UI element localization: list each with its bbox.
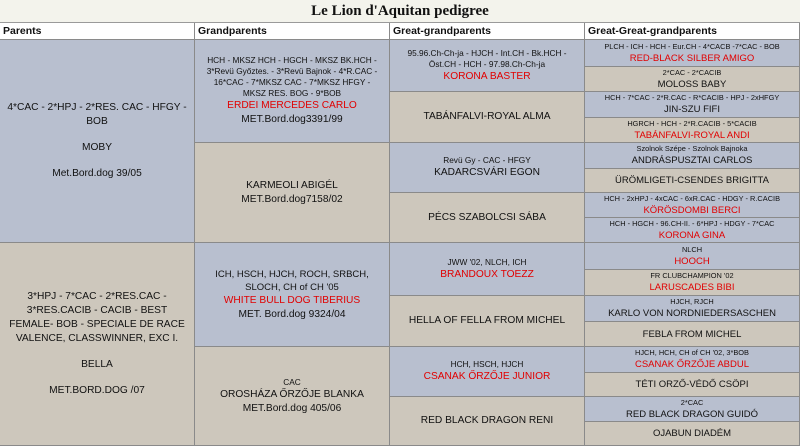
dam-gp1-g1-a-name: HOOCH <box>674 255 710 267</box>
sire-gp1-name: ERDEI MERCEDES CARLO <box>227 100 357 111</box>
sire-gp2-g1-a-titles: Szolnok Szépe - Szolnok Bajnoka <box>636 144 748 153</box>
sire-gp2-g1-b-name: ÜRÖMLIGETI-CSENDES BRIGITTA <box>615 175 769 186</box>
sire-gp1-g2-cell <box>390 92 585 143</box>
dam-gp2-g1-b-cell <box>585 373 800 397</box>
dam-gp2-g1-a-name: CSANAK ŐRZŐJE ABDUL <box>634 359 750 370</box>
dam-gp1-reg: MET. Bord.dog 9324/04 <box>238 308 346 320</box>
sire-gp1-g1-b-cell <box>585 67 800 92</box>
dam-gp2-g1-name: CSANAK ŐRZŐJE JUNIOR <box>423 371 551 382</box>
dam-reg: MET.BORD.DOG /07 <box>49 385 145 396</box>
dam-gp2-g1-titles: HCH, HSCH, HJCH <box>450 359 524 369</box>
sire-gp2-g2-b-name: KORONA GINA <box>658 229 726 241</box>
sire-gp2-reg: MET.Bord.dog7158/02 <box>241 193 343 205</box>
sire-gp1-cell <box>195 40 390 143</box>
sire-gp2-g2-b-cell <box>585 218 800 243</box>
sire-gp2-g2-b-titles: HCH - HGCH - 96.CH-II. - 6*HPJ - HDGY - 7*CAC <box>609 218 775 228</box>
sire-gp2-g1-a-name: ANDRÁSPUSZTAI CARLOS <box>631 155 753 166</box>
header-great-great-grandparents: Great-Great-grandparents <box>585 23 800 40</box>
dam-name: BELLA <box>81 359 113 370</box>
dam-gp2-g1-cell <box>390 347 585 397</box>
sire-gp1-g1-b-name: MOLOSS BABY <box>657 78 727 90</box>
dam-gp1-g1-b-titles: FR CLUBCHAMPION '02 <box>650 271 734 280</box>
dam-gp2-g2-a-name: RED BLACK DRAGON GUIDÓ <box>626 408 758 420</box>
dam-gp1-cell <box>195 243 390 347</box>
sire-gp1-g1-b-titles: 2*CAC - 2*CACIB <box>662 67 722 77</box>
dam-gp1-g2-a-name: KARLO VON NORDNIEDERSASCHEN <box>608 308 776 319</box>
header-great-grandparents: Great-grandparents <box>390 23 585 40</box>
sire-gp2-g2-a-name: KÖRÖSDOMBI BERCI <box>643 204 741 216</box>
dam-gp2-name: OROSHÁZA ŐRZŐJE BLANKA <box>220 388 364 400</box>
sire-gp2-g1-titles: Revü Gy - CAC - HFGY <box>443 155 531 165</box>
dam-gp2-g2-name: RED BLACK DRAGON RENI <box>420 415 554 426</box>
dam-gp1-name: WHITE BULL DOG TIBERIUS <box>223 294 361 306</box>
dam-gp1-g2-a-titles: HJCH, RJCH <box>670 297 714 306</box>
sire-gp2-g1-name: KADARCSVÁRI EGON <box>434 167 540 178</box>
sire-gp1-g2-name: TABÁNFALVI-ROYAL ALMA <box>423 111 551 122</box>
sire-gp1-g1-a-name: RED-BLACK SILBER AMIGO <box>629 52 755 64</box>
header-parents: Parents <box>0 23 195 40</box>
dam-gp2-cell <box>195 347 390 446</box>
dam-gp2-g1-a-titles: HJCH, HCH, CH of CH '02, 3*BOB <box>635 348 749 357</box>
sire-gp2-name: KARMEOLI ABIGÉL <box>246 179 338 191</box>
sire-titles: 4*CAC - 2*HPJ - 2*RES. CAC - HFGY - BOB <box>7 102 187 127</box>
dam-gp1-g1-b-cell <box>585 270 800 296</box>
sire-gp1-g1-a-cell <box>585 40 800 67</box>
dam-gp1-g2-a-cell <box>585 296 800 322</box>
dam-gp1-g1-a-cell <box>585 243 800 270</box>
page-title: Le Lion d'Aquitan pedigree <box>0 0 800 23</box>
dam-gp1-g1-b-name: LARUSCADES BIBI <box>649 282 735 293</box>
sire-gp2-g2-a-titles: HCH - 2xHPJ - 4xCAC - 6xR.CAC - HDGY - R.CACIB <box>603 193 781 203</box>
sire-gp2-g2-cell <box>390 193 585 243</box>
dam-gp2-g2-a-cell <box>585 397 800 422</box>
header-grandparents: Grandparents <box>195 23 390 40</box>
dam-gp2-g2-a-titles: 2*CAC <box>680 397 704 407</box>
sire-gp1-g1-cell <box>390 40 585 92</box>
sire-reg: Met.Bord.dog 39/05 <box>52 168 142 179</box>
sire-gp2-g1-a-cell <box>585 143 800 169</box>
sire-gp1-g1-name: KORONA BASTER <box>443 70 531 82</box>
dam-gp1-g2-b-name: FEBLA FROM MICHEL <box>642 328 742 340</box>
dam-gp1-g2-cell <box>390 296 585 347</box>
sire-gp1-g2-b-titles: HGRCH - HCH - 2*R.CACIB - 5*CACIB <box>627 118 757 128</box>
sire-name: MOBY <box>81 142 112 153</box>
dam-cell <box>0 243 195 446</box>
dam-titles: 3*HPJ - 7*CAC - 2*RES.CAC - 3*RES.CACIB - CACIB - BEST FEMALE- BOB - SPECIALE DE RACE VALENCE, CLASSWINNER, EXC I. <box>9 291 185 344</box>
sire-gp2-g1-cell <box>390 143 585 193</box>
dam-gp1-g2-name: HELLA OF FELLA FROM MICHEL <box>408 315 566 326</box>
sire-gp1-g2-b-name: TABÁNFALVI-ROYAL ANDI <box>634 129 750 141</box>
sire-gp1-reg: MET.Bord.dog3391/99 <box>241 114 343 125</box>
sire-gp2-g2-name: PÉCS SZABOLCSI SÁBA <box>428 211 546 223</box>
sire-gp2-g1-b-cell <box>585 169 800 193</box>
sire-gp1-g2-a-cell <box>585 92 800 118</box>
dam-gp1-g1-name: BRANDOUX TOEZZ <box>440 268 534 280</box>
dam-gp2-reg: MET.Bord.dog 405/06 <box>242 402 342 414</box>
dam-gp2-g1-b-name: TÉTI ORZŐ-VÉDŐ CSÖPI <box>635 379 749 390</box>
dam-gp2-g2-b-cell <box>585 422 800 446</box>
dam-gp2-g1-a-cell <box>585 347 800 373</box>
dam-gp1-g2-b-cell <box>585 322 800 347</box>
dam-gp1-g1-titles: JWW '02, NLCH, ICH <box>447 256 527 267</box>
sire-gp1-titles: HCH - MKSZ HCH - HGCH - MKSZ BK.HCH - 3*Revü Győztes. - 3*Revü Bajnok - 4*R.CAC - 16*CAC - 7*MKSZ CAC - 7*MKSZ HFGY - MKSZ RES. BOG - 9*BOB <box>206 55 378 98</box>
sire-gp1-g2-b-cell <box>585 118 800 143</box>
dam-gp1-titles: ICH, HSCH, HJCH, ROCH, SRBCH, SLOCH, CH of CH '05 <box>215 268 369 293</box>
sire-gp1-g1-titles: 95.96.Ch-Ch-ja - HJCH - Int.CH - Bk.HCH - Öst.CH - HCH - 97.98.Ch-Ch-ja <box>407 47 567 69</box>
dam-gp2-g2-b-name: OJABUN DIADÉM <box>652 428 732 439</box>
dam-gp1-g1-a-titles: NLCH <box>681 244 703 254</box>
dam-gp1-g1-cell <box>390 243 585 296</box>
sire-gp2-cell <box>195 143 390 243</box>
sire-gp1-g2-a-titles: HCH - 7*CAC - 2*R.CAC - R*CACIB - HPJ - 2xHFGY <box>604 93 780 102</box>
dam-gp2-titles: CAC <box>283 376 301 387</box>
sire-gp1-g1-a-titles: PLCH - ICH - HCH - Eur.CH - 4*CACB -7*CAC - BOB <box>604 41 780 51</box>
dam-gp2-g2-cell <box>390 397 585 446</box>
sire-cell <box>0 40 195 243</box>
sire-gp2-g2-a-cell <box>585 193 800 218</box>
sire-gp1-g2-a-name: JIN-SZU FIFI <box>664 104 720 115</box>
